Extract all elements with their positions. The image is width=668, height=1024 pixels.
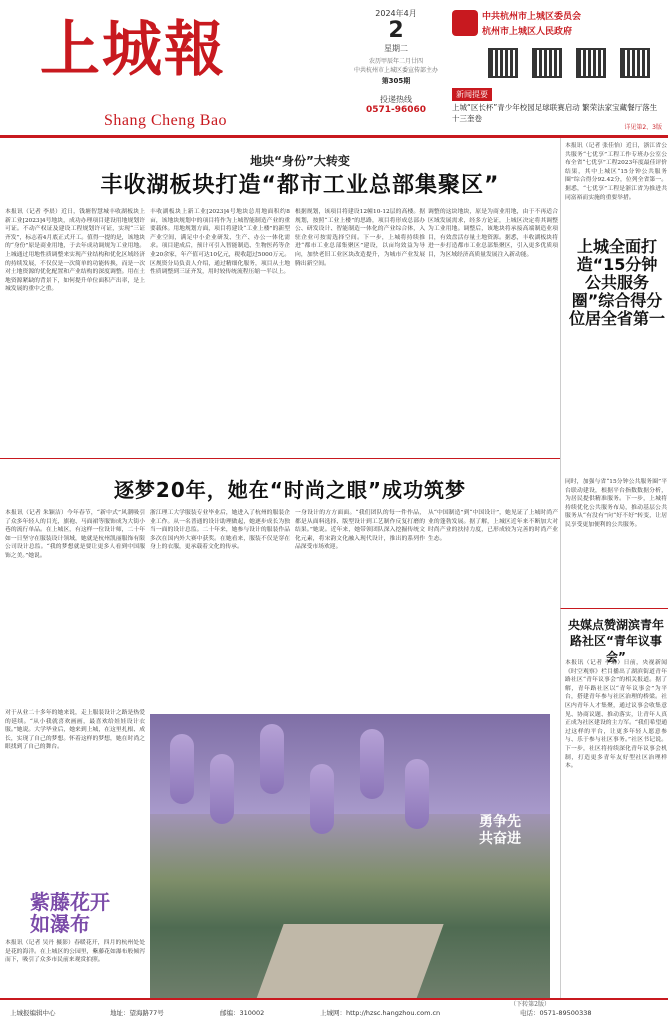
feature-body-column: 一身设计的方方面面。“我们团队的每一件作品，都是从面料选择、版型设计到工艺制作反复打磨的结果。”她说。近年来，她带领团队深入挖掘传统文化元素，将宋韵文化融入现代设计，推出的系列作品深受市场欢迎。	[295, 510, 425, 551]
lead-kicker: 地块“身份”大转变	[250, 154, 350, 168]
government-banner	[482, 10, 662, 44]
newspaper-logo-english: Shang Cheng Bao	[104, 112, 228, 129]
wisteria-cluster	[360, 729, 384, 799]
banner-line-1: 中共杭州市上城区委员会	[482, 12, 582, 22]
footer-website[interactable]: 上城网：http://hzsc.hangzhou.com.cn	[320, 1009, 441, 1017]
photo-path	[256, 924, 443, 999]
qr-code-icon[interactable]	[620, 48, 650, 78]
news-preview-text[interactable]: 上城“区长杯”青少年校园足球联赛启动 繁荣法家宝藏餐厅落生十三奎卷	[452, 103, 658, 123]
wisteria-cluster	[260, 724, 284, 794]
wisteria-cluster	[170, 734, 194, 804]
feature-body-left: 对于从业二十多年的她来说，走上服装设计之路是热爱的延续。“从小我就喜欢画画，最喜欢给娃娃设计衣服。”她说。大学毕业后，她来到上城，在这里扎根、成长，实现了自己的梦想。怀着这样的梦想，她在时尚之眼找到了自己的舞台。	[5, 710, 145, 751]
lead-headline[interactable]: 丰收湖板块打造“都市工业总部集聚区”	[100, 173, 500, 198]
qr-code-icon[interactable]	[576, 48, 606, 78]
date-weekday: 星期二	[384, 44, 408, 54]
footer-editor: 上城报编辑中心	[10, 1009, 56, 1017]
masthead	[0, 0, 668, 135]
date-block	[345, 8, 447, 115]
photo-story-body: 本报讯（记者 吴丹 摄影）春暖花开，四月的杭州处处是花的海洋。在上城区的公园里，紫藤花如瀑布般倾泻而下，吸引了众多市民前来观赏拍照。	[5, 940, 145, 964]
right-lower-article	[560, 608, 668, 998]
footer	[0, 998, 668, 1024]
publisher-org: 中共杭州市上城区委宣传部主办	[353, 67, 438, 75]
feature-body-column: 从“中国制造”到“中国设计”，她见证了上城时尚产业的蓬勃发展。据了解，上城区近年来不断加大对时尚产业的扶持力度，已形成较为完善的时尚产业生态。	[428, 510, 558, 542]
right-article	[560, 138, 668, 608]
qr-code-icon[interactable]	[532, 48, 562, 78]
qr-code-area	[452, 10, 662, 82]
continued-note: （下转第2版）	[510, 1001, 550, 1008]
news-preview-label: 新闻提要	[452, 88, 492, 101]
issue-number: 第305期	[381, 77, 411, 86]
right-lower-body: 本报讯（记者 李琳）日前，央视新闻《时空观察》栏目播出了湖滨街道青年路社区“青年议事会”的相关报道。据了解，青年路社区以“青年议事会”为平台，搭建青年参与社区治理的桥梁。社区内青年人才集聚，通过议事会收集意见、协商议题、推动落实，让青年人真正成为社区建设的主力军。“我们希望通过这样的平台，让更多年轻人愿意参与、乐于参与社区事务。”社区书记说。下一步，社区将持续深化青年议事会机制，打造更多青年友好型社区治理样本。	[565, 660, 667, 770]
footer-phone: 电话：0571-89500338	[520, 1009, 592, 1017]
wisteria-cluster	[210, 754, 234, 824]
emblem-icon	[452, 10, 478, 36]
hotline-label: 投递热线	[380, 95, 412, 105]
lead-body-column: 根据规划，该项目将建设12幢10-12层的高楼。据规划，按照“工业上楼”的思路，项目将形成总部办公、研发设计、智能制造一体化的产业综合体，入驻企业可按需选择空间。下一步，上城将持续推进“都市工业总部集聚区”建设，以亩均效益为导向，加快老旧工业区块改造提升，为城市产业发展腾出新空间。	[295, 209, 425, 267]
feature-body-column: 本报讯（记者 朱颖洁）今年春节，“新中式”风潮吸引了众多年轻人的目光，旗袍、马面裙等服饰成为大街小巷的流行单品。在上城区，有这样一位设计师，二十年如一日坚守在服装设计领域，她就是杭州凯丽服饰有限公司设计总监。“我的梦想就是要让更多人看到中国服饰之美。”她说。	[5, 510, 145, 559]
right-article-body-top: 本报讯（记者 张佳怡）近日，浙江省公共服务“七优享”工程工作专班办公室公布全省“七优享”工程2023年度最佳评价结果，其中上城区“15分钟公共服务圈”综合得分92.42分，位列全省第一。据悉，“七优享”工程是浙江省为推进共同富裕而实施的重要举措。	[565, 143, 667, 201]
footer-address: 地址：望海路77号	[110, 1009, 164, 1017]
right-article-body-bottom: 同时，加强与省“15分钟公共服务圈”平台联动建设，根据平台指数数据分析，为居民提供精准服务。下一步，上城将持续优化公共服务布局，推动基层公共服务从“有没有”向“好不好”转变，让居民享受更加便利的公共服务。	[565, 479, 667, 528]
lead-body-column: 调整的这块地块，原是为商业用地，由于不再适合区域发展需求，经多方论证，上城区决定将其调整为工业用地。调整后，该地块将承接高端制造业项目，有效盘活存量土地资源。据悉，丰收湖板块将进一步打造都市工业总部集聚区，引入更多优质项目，为区域经济高质量发展注入新动能。	[428, 209, 558, 258]
wisteria-cluster	[310, 764, 334, 834]
news-preview-page-ref: 详见第2、3版	[624, 124, 662, 131]
banner-line-2: 杭州市上城区人民政府	[482, 27, 573, 37]
photo-slogan: 勇争先 共奋进	[479, 814, 521, 847]
feature-article	[0, 458, 560, 1008]
photo-story-title: 紫藤花开 如瀑布	[30, 890, 110, 936]
qr-code-icon[interactable]	[488, 48, 518, 78]
wisteria-photo	[150, 714, 550, 999]
lead-body-column: 本报讯（记者 李晨）近日，钱塘智慧城丰收湖板块上新工业[2023]4号地块，成功办理项目建设用地规划许可证。不动产权证及建设工程规划许可证，实现“三证齐发”，标志着4月底正式开工。值得一提的是，该地块的“身份”原是商业用地，于去年成功调规为工业用地。上城通过用地性质调整来实现产业结构和优化区域经济的持续发展，不仅仅是一次简单的功能转换，而是一次对土地资源的优化配置和产业结构的深度调整。用在土地资源紧缺的背景下，如何提升单位面积产出率，是上城发展的重中之重。	[5, 209, 145, 293]
lead-article	[0, 138, 560, 458]
date-month: 2024年4月	[375, 9, 417, 18]
hotline-number: 0571-96060	[365, 105, 427, 116]
wisteria-cluster	[405, 759, 429, 829]
right-article-headline[interactable]: 上城全面打造“15分钟公共服务圈”综合得分位居全省第一	[569, 237, 666, 328]
feature-headline[interactable]: 逐梦20年，她在“时尚之眼”成功筑梦	[113, 478, 467, 502]
lead-body-column: 丰收湖板块上新工业[2023]4号地块总用地面积约8亩，该地块规划中的项目将作为上城智能制造产业的重要载体。用地规划方面，项目将建设“工业上楼”的新型产业空间，满足中小企业研发、生产、办公一体化需求。项目建成后，预计可引入智能制造、生物医药等企业20余家，年产值可达10亿元，税收超过5000万元。区规资分局负责人介绍，通过精细化服务，项目从土地性质调整到三证齐发，用时较传统流程压缩一半以上。	[150, 209, 290, 276]
newspaper-logo: 上城報	[40, 15, 226, 85]
feature-body-column: 浙江理工大学服装专业毕业后，她进入了杭州的服装企业工作。从一名普通的设计助理做起，她逐步成长为独当一面的设计总监。二十年来，她参与设计的服装作品多次在国内外大赛中获奖。在她看来，服装不仅是穿在身上的衣服，更承载着文化的传承。	[150, 510, 290, 551]
footer-postcode: 邮编：310002	[220, 1009, 265, 1017]
date-lunar: 农历甲辰年二月廿四	[368, 58, 423, 66]
right-lower-headline[interactable]: 央媒点赞湖滨青年路社区“青年议事会”	[567, 618, 664, 664]
news-preview	[452, 88, 662, 130]
date-day: 2	[388, 18, 404, 43]
